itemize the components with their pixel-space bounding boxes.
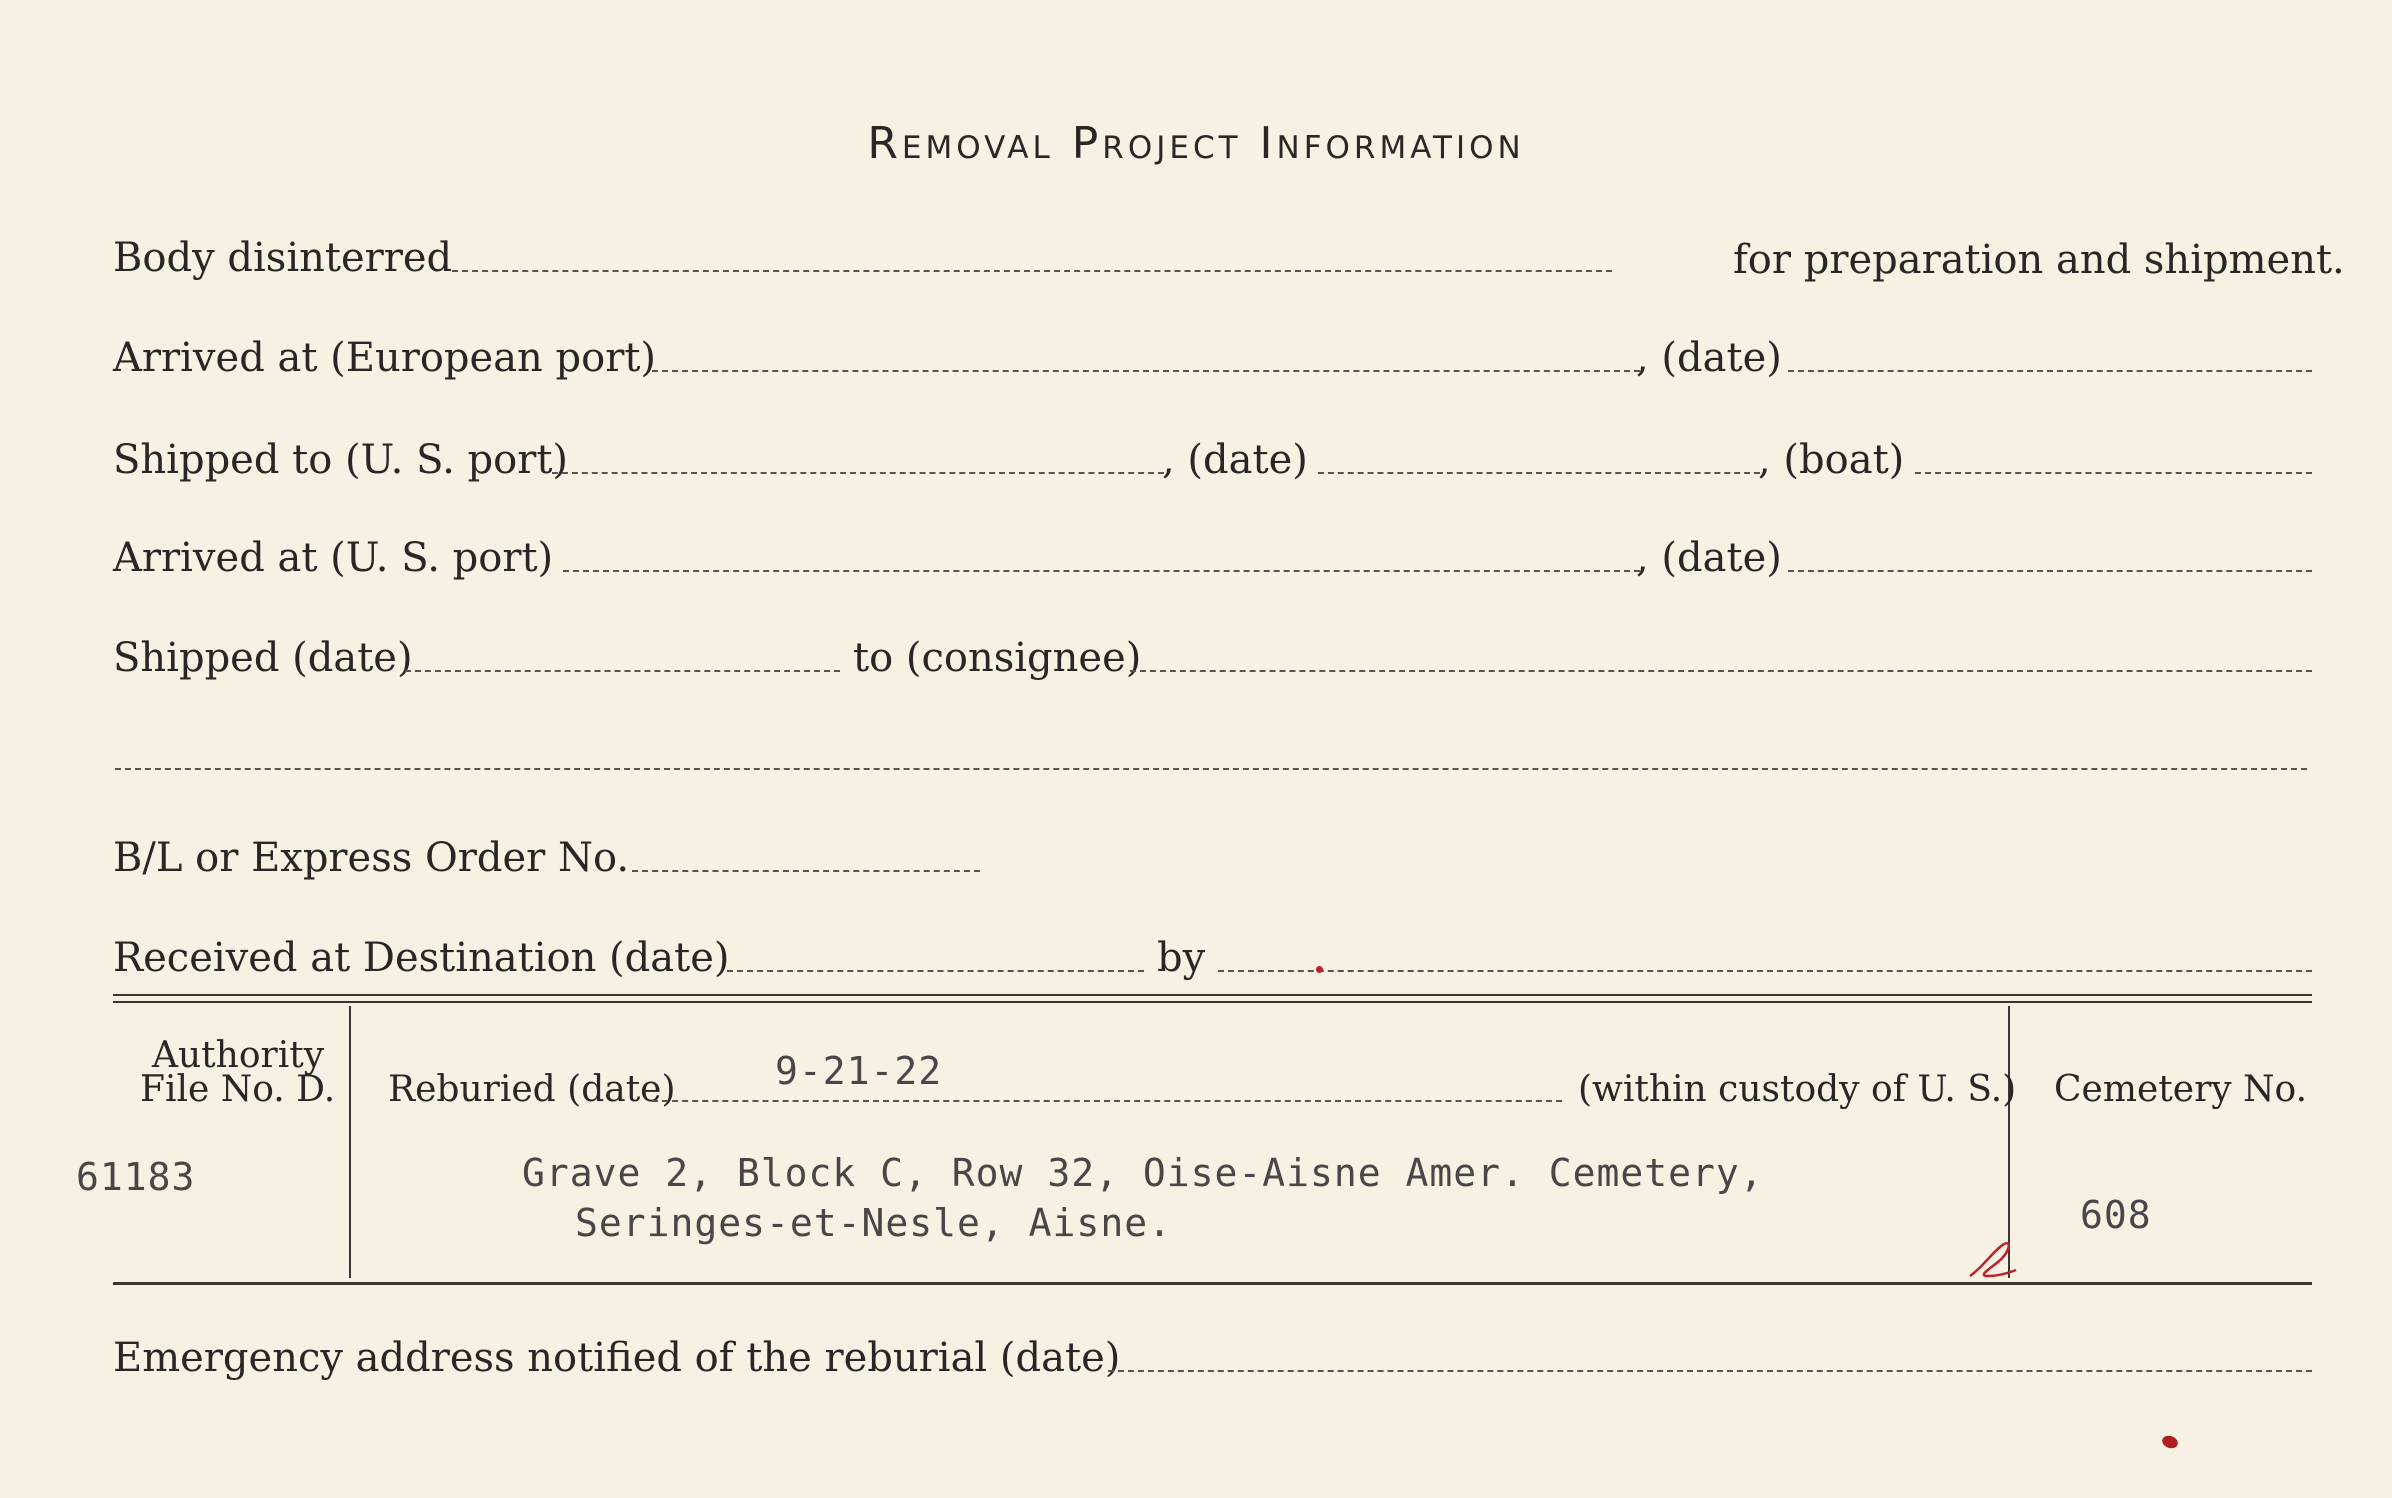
cemetery-no-value: 608 — [2080, 1193, 2152, 1237]
red-ink-blot — [2160, 1434, 2179, 1451]
table-bottom-rule — [113, 1282, 2312, 1285]
boat-label: , (boat) — [1758, 437, 1905, 483]
red-dot-mark — [1316, 966, 1323, 973]
arrived-european-port-field[interactable] — [652, 370, 1640, 372]
emergency-address-label: Emergency address notified of the reburial (date) — [113, 1335, 1121, 1381]
bl-order-label: B/L or Express Order No. — [113, 835, 630, 881]
for-preparation-label: for preparation and shipment. — [1733, 237, 2345, 283]
shipped-to-us-port-field[interactable] — [552, 472, 1164, 474]
double-rule-bottom — [113, 1001, 2312, 1003]
shipped-date-label: , (date) — [1162, 437, 1308, 483]
received-destination-label: Received at Destination (date) — [113, 935, 730, 981]
cemetery-no-label: Cemetery No. — [2054, 1069, 2308, 1110]
arrived-european-date-label: , (date) — [1636, 335, 1782, 381]
shipped-date-field[interactable] — [1318, 472, 1760, 474]
consignee-continuation-field[interactable] — [115, 768, 2307, 770]
received-destination-field[interactable] — [727, 970, 1144, 972]
arrived-european-port-label: Arrived at (European port) — [113, 335, 657, 381]
by-label: by — [1157, 935, 1206, 981]
authority-label: Authority — [152, 1035, 325, 1076]
emergency-address-date-field[interactable] — [1108, 1370, 2312, 1372]
arrived-us-port-field[interactable] — [563, 570, 1640, 572]
grave-location-line2: Seringes-et-Nesle, Aisne. — [575, 1201, 1172, 1245]
arrived-us-date-field[interactable] — [1788, 570, 2312, 572]
reburied-date-label: Reburied (date) — [388, 1069, 676, 1110]
arrived-european-date-field[interactable] — [1788, 370, 2312, 372]
arrived-us-date-label: , (date) — [1636, 535, 1782, 581]
consignee-field[interactable] — [1130, 670, 2312, 672]
reburied-date-field[interactable] — [652, 1100, 1562, 1102]
bl-order-field[interactable] — [632, 870, 980, 872]
file-no-value: 61183 — [76, 1155, 196, 1199]
shipped-date2-label: Shipped (date) — [113, 635, 413, 681]
shipped-date2-field[interactable] — [405, 670, 840, 672]
shipped-to-us-port-label: Shipped to (U. S. port) — [113, 437, 568, 483]
double-rule-top — [113, 994, 2312, 996]
body-disinterred-field[interactable] — [452, 270, 1612, 272]
form-title: Removal Project Information — [867, 118, 1525, 169]
body-disinterred-label: Body disinterred — [113, 235, 453, 281]
table-divider-left — [349, 1006, 351, 1278]
grave-location-line1: Grave 2, Block C, Row 32, Oise-Aisne Amer. Cemetery, — [522, 1151, 1764, 1195]
to-consignee-label: to (consignee) — [853, 635, 1142, 681]
arrived-us-port-label: Arrived at (U. S. port) — [113, 535, 554, 581]
received-by-field[interactable] — [1218, 970, 2312, 972]
within-custody-label: (within custody of U. S.) — [1578, 1069, 2017, 1110]
boat-field[interactable] — [1915, 472, 2312, 474]
reburied-date-value: 9-21-22 — [775, 1049, 943, 1093]
file-no-label: File No. D. — [140, 1069, 336, 1110]
red-handwritten-mark — [1964, 1236, 2024, 1284]
